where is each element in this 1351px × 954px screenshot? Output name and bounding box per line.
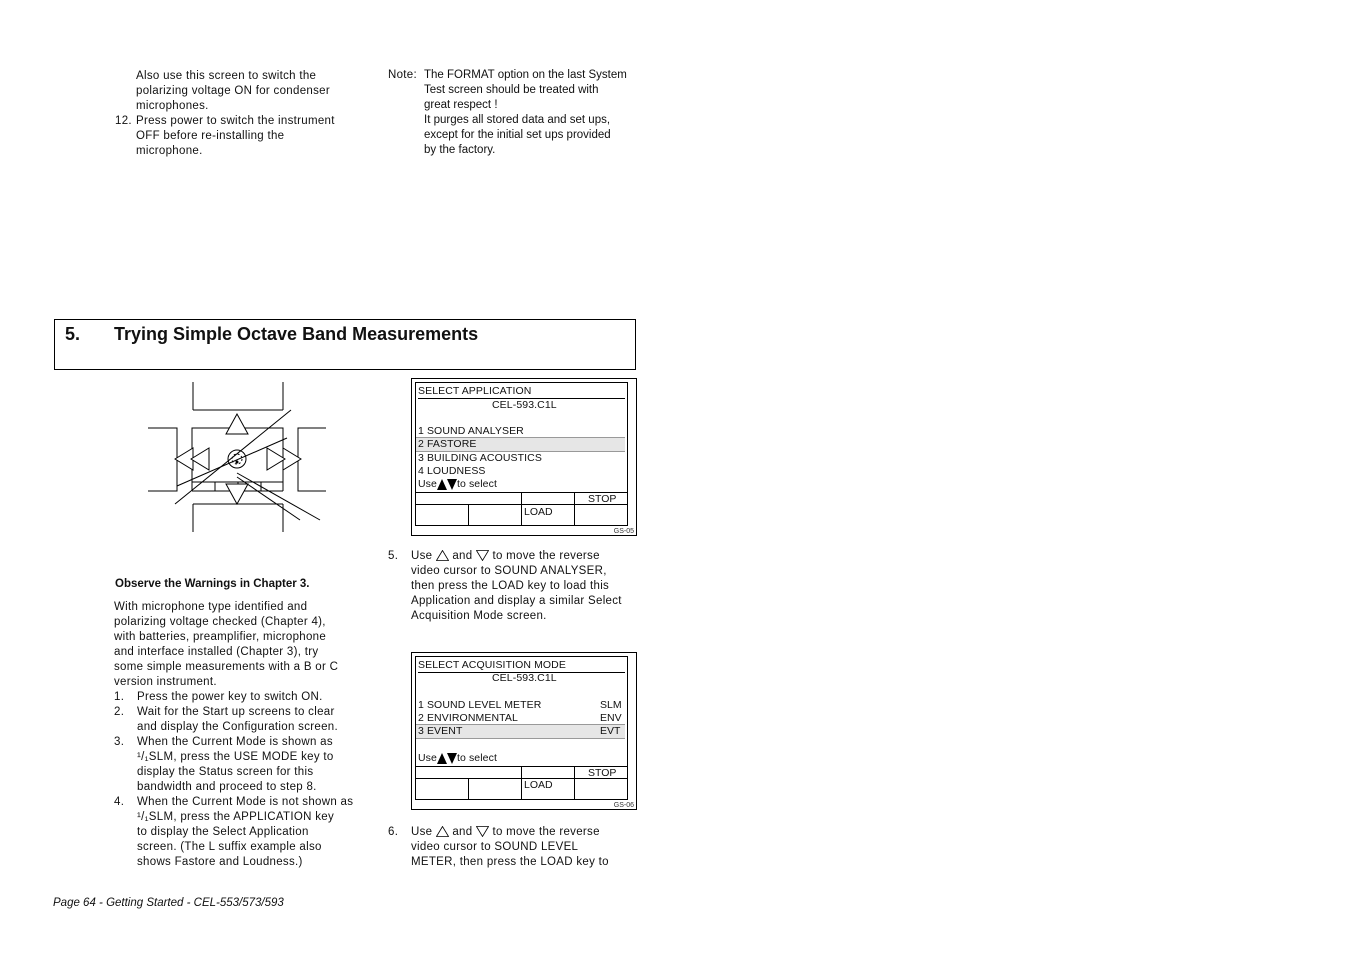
lcd-menu-item-selected: 3 EVENT — [416, 724, 625, 739]
lcd-menu-item: 1 SOUND ANALYSER — [418, 425, 524, 437]
text-line: shows Fastore and Loudness.) — [137, 856, 303, 868]
text-line: OFF before re-installing the — [136, 130, 285, 142]
text-line: Press the power key to switch ON. — [137, 691, 323, 703]
lcd-model: CEL-593.C1L — [492, 672, 557, 684]
lcd-softkey-bar — [416, 492, 627, 526]
step-number: 3. — [114, 736, 125, 748]
text-line: and interface installed (Chapter 3), try — [114, 646, 319, 658]
text-line: ¹/₁SLM, press the USE MODE key to — [137, 751, 334, 763]
lcd-display — [415, 382, 628, 526]
lcd-hint-prefix: Use — [418, 752, 437, 764]
softkey-stop-label: STOP — [588, 767, 617, 779]
step-3 — [114, 735, 374, 795]
up-arrow-outline-icon — [436, 826, 449, 837]
item-12-number: 12. — [115, 115, 132, 127]
softkey-load-label: LOAD — [524, 506, 553, 518]
step-6 — [388, 825, 638, 870]
text-line: polarizing voltage ON for condenser — [136, 85, 330, 97]
text-line: It purges all stored data and set ups, — [424, 114, 611, 126]
text-line: version instrument. — [114, 676, 217, 688]
lcd-hint — [418, 478, 497, 491]
step-number: 5. — [388, 550, 399, 562]
note-label: Note: — [388, 69, 417, 81]
lcd-mode-code: SLM — [600, 699, 622, 711]
down-arrow-outline-icon — [476, 826, 489, 837]
top-left-text — [136, 69, 330, 114]
text-line: by the factory. — [424, 144, 496, 156]
text-line: When the Current Mode is shown as — [137, 736, 333, 748]
step-4 — [114, 795, 374, 870]
lcd-screen-select-acquisition-mode — [411, 652, 637, 810]
lcd-display — [415, 656, 628, 800]
lcd-menu-item-selected: 2 FASTORE — [416, 437, 625, 452]
lcd-hint-prefix: Use — [418, 478, 437, 490]
lcd-hint-suffix: to select — [456, 478, 497, 490]
step-number: 1. — [114, 691, 125, 703]
text-line: polarizing voltage checked (Chapter 4), — [114, 616, 326, 628]
page-footer: Page 64 - Getting Started - CEL-553/573/593 — [53, 897, 284, 909]
step-number: 6. — [388, 826, 399, 838]
item-12-text — [136, 114, 335, 159]
lcd-screen-select-application — [411, 378, 637, 536]
lcd-mode-code: ENV — [600, 712, 622, 724]
down-arrow-icon — [447, 479, 457, 490]
softkey-load-label: LOAD — [524, 779, 553, 791]
lcd-model: CEL-593.C1L — [492, 399, 557, 411]
text-line: then press the LOAD key to load this — [411, 580, 610, 592]
text-line: microphones. — [136, 100, 209, 112]
text-line: screen. (The L suffix example also — [137, 841, 322, 853]
lcd-softkey-bar — [416, 766, 627, 800]
section-title: Trying Simple Octave Band Measurements — [114, 324, 479, 344]
lcd-mode-code-selected: EVT — [600, 725, 621, 737]
up-arrow-icon — [437, 753, 447, 764]
section-number: 5. — [65, 324, 81, 344]
lcd-menu-item: 3 BUILDING ACOUSTICS — [418, 452, 542, 464]
section-heading-box — [54, 319, 636, 370]
step-5-first-line: Use and to move the reverse — [411, 550, 600, 562]
note-text — [424, 68, 627, 158]
figure-ref: GS-06 — [613, 802, 634, 809]
text-line: Press power to switch the instrument — [136, 115, 335, 127]
text-line: great respect ! — [424, 99, 498, 111]
text-line: except for the initial set ups provided — [424, 129, 611, 141]
keypad-diagram — [145, 378, 330, 536]
text-line: When the Current Mode is not shown as — [137, 796, 354, 808]
warning-heading: Observe the Warnings in Chapter 3. — [115, 578, 310, 590]
step-1 — [114, 690, 374, 705]
text-line: to display the Select Application — [137, 826, 309, 838]
lcd-hint-suffix: to select — [456, 752, 497, 764]
intro-paragraph — [114, 600, 338, 690]
lcd-menu-item: 1 SOUND LEVEL METER — [418, 699, 542, 711]
lcd-menu-item: 4 LOUDNESS — [418, 465, 486, 477]
down-arrow-outline-icon — [476, 550, 489, 561]
text-line: Test screen should be treated with — [424, 84, 599, 96]
text-line: Also use this screen to switch the — [136, 70, 317, 82]
up-arrow-outline-icon — [436, 550, 449, 561]
text-line: microphone. — [136, 145, 203, 157]
text-line: The FORMAT option on the last System — [424, 69, 627, 81]
lcd-title: SELECT ACQUISITION MODE — [418, 659, 625, 673]
lcd-menu-item: 2 ENVIRONMENTAL — [418, 712, 518, 724]
figure-ref: GS-05 — [613, 528, 634, 535]
text-line: display the Status screen for this — [137, 766, 314, 778]
text-line: METER, then press the LOAD key to — [411, 856, 609, 868]
up-arrow-icon — [437, 479, 447, 490]
text-line: Acquisition Mode screen. — [411, 610, 547, 622]
text-line: ¹/₁SLM, press the APPLICATION key — [137, 811, 334, 823]
text-line: some simple measurements with a B or C — [114, 661, 339, 673]
lcd-title: SELECT APPLICATION — [418, 385, 625, 399]
softkey-stop-label: STOP — [588, 493, 617, 505]
text-line: With microphone type identified and — [114, 601, 308, 613]
text-line: video cursor to SOUND ANALYSER, — [411, 565, 607, 577]
text-line: with batteries, preamplifier, microphone — [114, 631, 327, 643]
step-number: 2. — [114, 706, 125, 718]
text-line: and display the Configuration screen. — [137, 721, 338, 733]
text-line: bandwidth and proceed to step 8. — [137, 781, 317, 793]
text-line: Application and display a similar Select — [411, 595, 622, 607]
lcd-hint — [418, 752, 497, 765]
text-line: Wait for the Start up screens to clear — [137, 706, 335, 718]
text-line: video cursor to SOUND LEVEL — [411, 841, 579, 853]
step-2 — [114, 705, 374, 735]
step-number: 4. — [114, 796, 125, 808]
down-arrow-icon — [447, 753, 457, 764]
step-5 — [388, 549, 638, 624]
step-6-first-line: Use and to move the reverse — [411, 826, 600, 838]
